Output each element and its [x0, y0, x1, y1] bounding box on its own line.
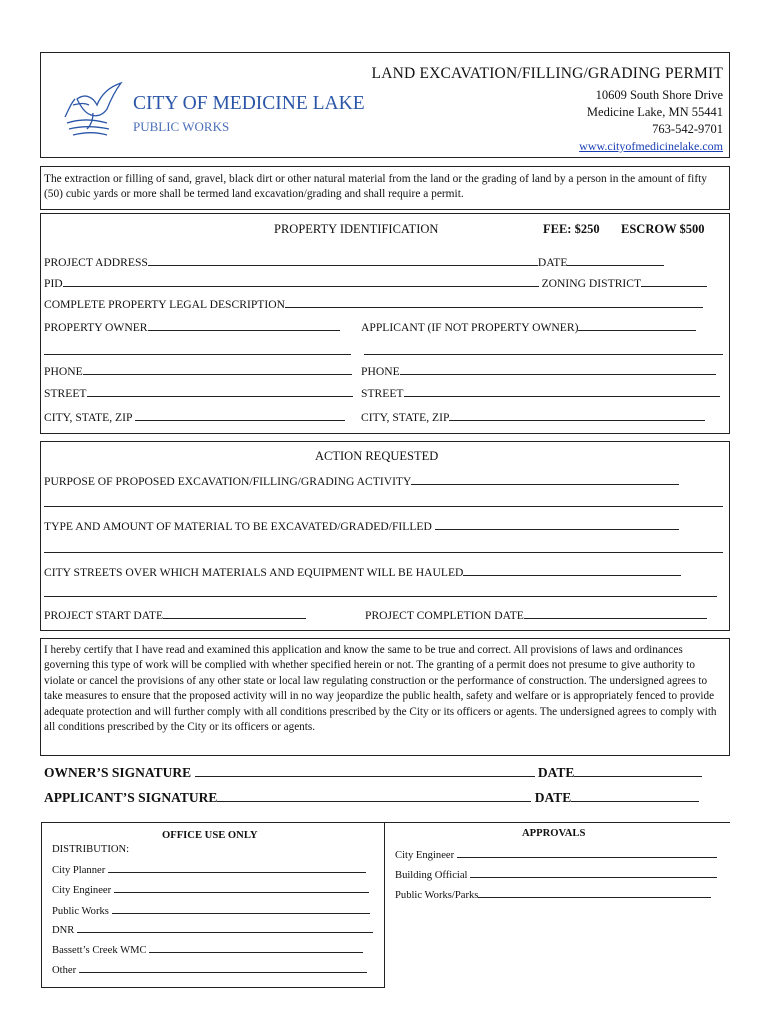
applicant-street-label: STREET — [361, 387, 404, 400]
pid-label: PID — [44, 277, 63, 290]
start-date-field[interactable] — [44, 608, 306, 623]
office-use-heading: OFFICE USE ONLY — [162, 830, 258, 841]
applicant-signature-label: APPLICANT’S SIGNATURE — [44, 790, 218, 805]
applicant-city-label: CITY, STATE, ZIP — [361, 411, 450, 424]
approvals-top-line — [385, 822, 730, 823]
streets-label: CITY STREETS OVER WHICH MATERIALS AND EQUIPMENT WILL BE HAULED — [44, 566, 464, 579]
applicant-field[interactable] — [361, 320, 696, 335]
zoning-label: ZONING DISTRICT — [541, 277, 642, 290]
material-field[interactable] — [44, 519, 679, 534]
fee-label: FEE: $250 — [543, 222, 600, 236]
applicant-label: APPLICANT (IF NOT PROPERTY OWNER) — [361, 321, 579, 334]
dist-other[interactable]: Other — [52, 963, 367, 978]
address-line-1: 10609 South Shore Drive — [595, 88, 723, 102]
phone-number: 763-542-9701 — [652, 122, 723, 136]
owner-city-field[interactable] — [44, 410, 345, 425]
approval-building-official[interactable]: Building Official — [395, 868, 717, 883]
material-extra-line[interactable] — [44, 552, 723, 553]
action-box — [40, 441, 730, 631]
owner-date-label: DATE — [537, 765, 575, 780]
applicant-phone-label: PHONE — [361, 365, 400, 378]
owner-label: PROPERTY OWNER — [44, 321, 148, 334]
dist-bassetts-creek[interactable]: Bassett’s Creek WMC — [52, 943, 363, 958]
purpose-extra-line[interactable] — [44, 506, 723, 507]
date-label: DATE — [537, 256, 568, 269]
project-address-field[interactable] — [44, 255, 664, 270]
org-name: CITY OF MEDICINE LAKE — [133, 93, 365, 114]
bird-logo-icon — [63, 79, 127, 141]
dist-city-planner[interactable]: City Planner — [52, 863, 366, 878]
owner-phone-field[interactable] — [44, 364, 352, 379]
intro-text: The extraction or filling of sand, gravel, black dirt or other natural material from the land or the grading of land by a person in the amount of fifty (50) cubic yards or more shall be termed land excavation/grading and shall require a permit. — [44, 173, 707, 201]
start-date-label: PROJECT START DATE — [44, 609, 164, 622]
applicant-extra-line[interactable] — [364, 354, 723, 355]
project-address-label: PROJECT ADDRESS — [44, 256, 148, 269]
owner-street-field[interactable] — [44, 386, 353, 401]
page-title: LAND EXCAVATION/FILLING/GRADING PERMIT — [371, 65, 723, 82]
streets-extra-line[interactable] — [44, 596, 717, 597]
applicant-date-label: DATE — [534, 790, 572, 805]
certify-box — [40, 638, 730, 756]
owner-street-label: STREET — [44, 387, 87, 400]
property-owner-field[interactable] — [44, 320, 340, 335]
dist-dnr[interactable]: DNR — [52, 923, 373, 938]
streets-field[interactable] — [44, 565, 681, 580]
purpose-field[interactable] — [44, 474, 679, 489]
approvals-heading: APPROVALS — [522, 828, 586, 839]
distribution-label: DISTRIBUTION: — [52, 844, 130, 855]
purpose-label: PURPOSE OF PROPOSED EXCAVATION/FILLING/GRADING ACTIVITY — [44, 475, 412, 488]
applicant-city-field[interactable] — [361, 410, 705, 425]
applicant-phone-field[interactable] — [361, 364, 716, 379]
owner-phone-label: PHONE — [44, 365, 83, 378]
address-line-2: Medicine Lake, MN 55441 — [586, 105, 723, 119]
legal-label: COMPLETE PROPERTY LEGAL DESCRIPTION — [44, 298, 285, 311]
header-box — [40, 52, 730, 158]
certify-text: I hereby certify that I have read and examined this application and know the same to be true and correct. All provisions of laws and ordinances governing this type of work will be complied with whether specified herein or not. The granting of a permit does not presume to give authority to violate or cancel the provisions of any other state or local law regulating construction or the performance of construction. The undersigned agrees to take measures to ensure that the proposed activity will in no way jeopardize the public health, safety and welfare or is appropriately fenced to provide adequate protection and will further comply with all conditions prescribed by the City or its officers or agents. The undersigned agrees to comply with all conditions prescribed by the City or its officers or agents. — [44, 644, 717, 734]
dist-city-engineer[interactable]: City Engineer — [52, 883, 369, 898]
applicant-signature-field[interactable] — [44, 789, 699, 806]
owner-signature-field[interactable] — [44, 764, 702, 781]
completion-date-label: PROJECT COMPLETION DATE — [365, 609, 524, 622]
legal-description-field[interactable] — [44, 297, 703, 312]
owner-signature-label: OWNER’S SIGNATURE — [44, 765, 192, 780]
website-link[interactable]: www.cityofmedicinelake.com — [579, 139, 723, 153]
intro-box — [40, 166, 730, 210]
dist-public-works[interactable]: Public Works — [52, 904, 370, 919]
action-heading: ACTION REQUESTED — [315, 449, 439, 463]
property-heading: PROPERTY IDENTIFICATION — [274, 222, 439, 236]
approval-public-works-parks[interactable]: Public Works/Parks — [395, 888, 711, 903]
owner-extra-line[interactable] — [44, 354, 351, 355]
office-use-box — [41, 822, 385, 988]
pid-field[interactable] — [44, 276, 707, 291]
material-label: TYPE AND AMOUNT OF MATERIAL TO BE EXCAVATED/GRADED/FILLED — [44, 520, 432, 533]
escrow-label: ESCROW $500 — [621, 222, 705, 236]
applicant-street-field[interactable] — [361, 386, 720, 401]
property-box — [40, 213, 730, 434]
owner-city-label: CITY, STATE, ZIP — [44, 411, 133, 424]
approval-city-engineer[interactable]: City Engineer — [395, 848, 717, 863]
org-dept: PUBLIC WORKS — [133, 119, 230, 134]
completion-date-field[interactable] — [365, 608, 707, 623]
